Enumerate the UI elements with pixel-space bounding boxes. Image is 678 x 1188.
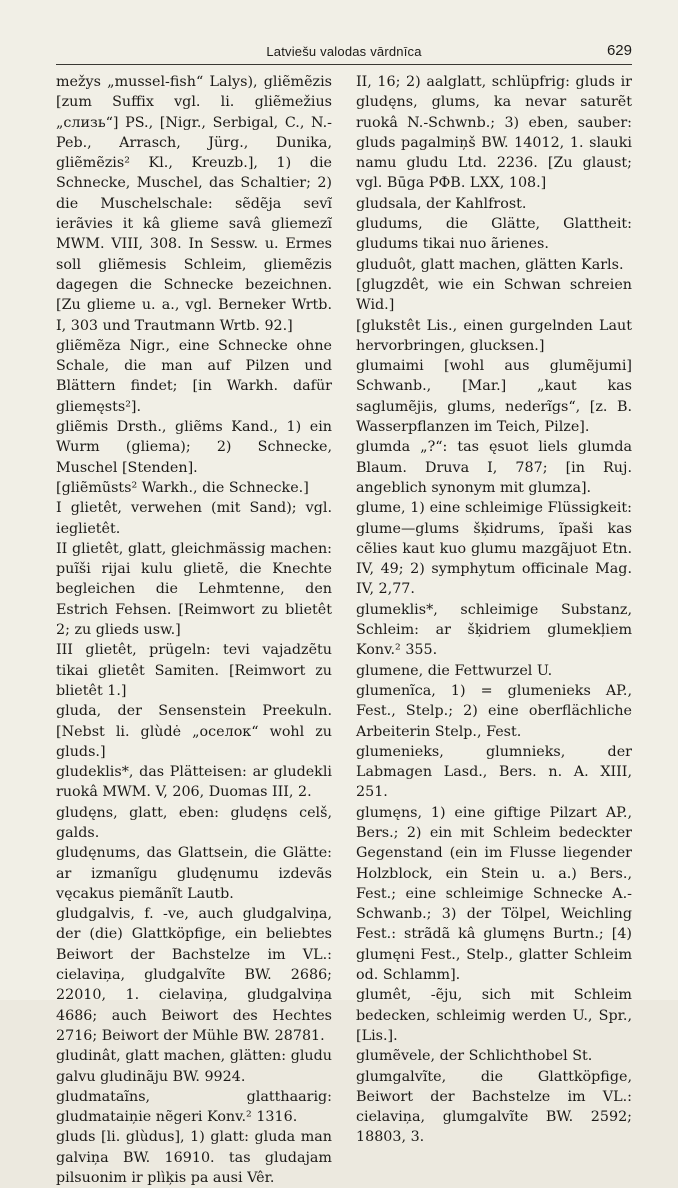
dictionary-entry: gluduôt, glatt machen, glätten Karls. bbox=[356, 256, 624, 273]
dictionary-entry: gludęnums, das Glattsein, die Glätte: ar izmanĩgu gludęnumu izdevãs vęcakus piemãnĩt Lautb. bbox=[56, 845, 332, 902]
dictionary-entry: II glietêt, glatt, gleichmässig machen: puĩši rijai kulu glietẽ, die Knechte begleichen die Lehmtenne, den Estrich Fehsen. [Reimwort zu blietêt 2; zu glieds usw.] bbox=[56, 540, 332, 639]
dictionary-entry: III glietêt, prügeln: tevi vajadzẽtu tikai glietêt Samiten. [Reimwort zu blietêt 1.] bbox=[56, 642, 332, 699]
dictionary-entry: gludmataĩns, glatthaarig: gludmataiņie nẽgeri Konv.² 1316. bbox=[56, 1088, 332, 1126]
dictionary-entry: gliẽmẽza Nigr., eine Schnecke ohne Schale, die man auf Pilzen und Blättern findet; [in Warkh. dafür gliemęsts²]. bbox=[56, 337, 332, 415]
dictionary-entry: gluds [li. glùdus], 1) glatt: gluda man galviņa BW. 16910. tas gludajam pilsuonim ir plìķis pa ausi Vêr. bbox=[56, 1129, 332, 1187]
dictionary-entry: mežys „mussel-fish“ Lalys), gliẽmẽzis [zum Suffix vgl. li. gliẽmežius „слизь“] PS., [Nigr., Serbigal, C., N.-Peb., Arrasch, Jürg., Dunika, gliẽmẽzis² Kl., Kreuzb.], 1) die Schnecke, Muschel, das Schaltier; 2) die Muschelschale: sẽdẽja sevĩ ierãvies it kâ glieme savâ gliemezĩ MWM. VIII, 308. In Sessw. u. Ermes soll gliẽmesis Schleim, gliemẽzis dagegen die Schnecke bezeichnen. [Zu glieme u. a., vgl. Berneker Wrtb. I, 303 und Trautmann Wrtb. 92.] bbox=[56, 74, 332, 334]
dictionary-entry: glume, 1) eine schleimige Flüssigkeit: glume—glums šķidrums, ĩpaši kas cẽlies kaut kuo glumu mazgãjuot Etn. IV, 49; 2) symphytum officinale Mag. IV, 2,77. bbox=[356, 500, 632, 598]
dictionary-entry: glumeklis*, schleimige Substanz, Schleim: ar šķidriem glumekļiem Konv.² 355. bbox=[356, 601, 632, 659]
dictionary-entry: [gliẽmũsts² Warkh., die Schnecke.] bbox=[56, 479, 309, 496]
text-columns bbox=[56, 72, 632, 1187]
dictionary-entry: gluda, der Sensenstein Preekuln. [Nebst li. glùdė „оселок“ wohl zu gluds.] bbox=[56, 703, 332, 760]
dictionary-entry: glumgalvĩte, die Glattköpfige, Beiwort der Bachstelze im VL.: cielaviņa, glumgalvĩte BW. 2592; 18803, 3. bbox=[356, 1068, 632, 1146]
dictionary-entry: gludeklis*, das Plätteisen: ar gludekli ruokâ MWM. V, 206, Duomas III, 2. bbox=[56, 764, 332, 801]
dictionary-entry: glumęns, 1) eine giftige Pilzart AP., Bers.; 2) ein mit Schleim bedeckter Gegenstand (ein im Flusse liegender Holzblock, ein Stein u. a.) Bers., Fest.; eine schleimige Schnecke A.-Schwanb.; 3) der Tölpel, Weichling Fest.: strãdã kâ glumęns Burtn.; [4) glumęni Fest., Stelp., glatter Schleim od. Schlamm]. bbox=[356, 804, 632, 984]
dictionary-entry: gludsala, der Kahlfrost. bbox=[356, 195, 527, 212]
dictionary-entry: gludęns, glatt, eben: gludęns celš, galds. bbox=[56, 804, 332, 841]
dictionary-entry: glumẽvele, der Schlichthobel St. bbox=[356, 1048, 593, 1065]
dictionary-entry: [glugzdêt, wie ein Schwan schreien Wid.] bbox=[356, 276, 632, 314]
dictionary-entry: glumenieks, glumnieks, der Labmagen Lasd., Bers. n. A. XIII, 251. bbox=[356, 743, 632, 801]
dictionary-entry: gludgalvis, f. -ve, auch gludgalviņa, der (die) Glattköpfige, ein beliebtes Beiwort der Bachstelze im VL.: cielaviņa, gludgalvĩte BW. 2686; 22010, 1. cielaviņa, gludgalviņa 4686; auch Beiwort des Hechtes 2716; Beiwort der Mühle BW. 28781. bbox=[56, 906, 332, 1044]
dictionary-entry: I glietêt, verwehen (mit Sand); vgl. ieglietêt. bbox=[56, 500, 332, 537]
dictionary-entry: [glukstêt Lis., einen gurgelnden Laut hervorbringen, glucksen.] bbox=[356, 317, 632, 354]
dictionary-entry: glumêt, -ẽju, sich mit Schleim bedecken, schleimig werden U., Spr., [Lis.]. bbox=[356, 987, 632, 1044]
left-column bbox=[56, 72, 332, 1187]
dictionary-entry: II, 16; 2) aalglatt, schlüpfrig: gluds ir gludęns, glums, ka nevar saturẽt ruokâ N.-Schwnb.; 3) eben, sauber: gluds pagalmiņš BW. 14012, 1. slauki namu gludu Ltd. 2236. [Zu glaust; vgl. Būga РФВ. LXX, 108.] bbox=[356, 74, 632, 192]
page-header bbox=[56, 40, 632, 65]
dictionary-entry: gliẽmis Drsth., gliẽms Kand., 1) ein Wurm (gliema); 2) Schnecke, Muschel [Stenden]. bbox=[56, 419, 332, 476]
dictionary-entry: glumenĩca, 1) = glumenieks AP., Fest., Stelp.; 2) eine oberflächliche Arbeiterin Stelp., Fest. bbox=[356, 682, 632, 740]
dictionary-entry: gludums, die Glätte, Glattheit: gludums tikai nuo ãrienes. bbox=[356, 216, 632, 253]
running-title: Latviešu valodas vārdnīca bbox=[266, 44, 422, 59]
page-number: 629 bbox=[606, 42, 632, 59]
dictionary-entry: glumda „?“: tas ęsuot liels glumda Blaum. Druva I, 787; [in Ruj. angeblich synonym mit glumza]. bbox=[356, 439, 632, 496]
dictionary-entry: gludinât, glatt machen, glätten: gludu galvu gludinãju BW. 9924. bbox=[56, 1048, 332, 1085]
right-column bbox=[356, 72, 632, 1146]
dictionary-entry: glumene, die Fettwurzel U. bbox=[356, 662, 553, 679]
dictionary-entry: glumaimi [wohl aus glumẽjumi] Schwanb., [Mar.] „kaut kas saglumẽjis, glums, nederĩgs“, [z. B. Wasserpflanzen im Teich, Pilze]. bbox=[356, 358, 632, 436]
